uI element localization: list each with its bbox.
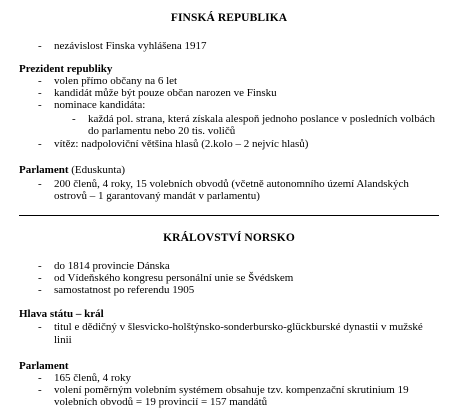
norway-head-of-state-heading: Hlava státu – král	[19, 308, 104, 320]
norway-parliament-heading: Parlament	[19, 360, 69, 372]
list-item-text: do parlamentu nebo 20 tis. voličů	[88, 125, 236, 137]
finland-president-heading: Prezident republiky	[19, 63, 113, 75]
list-dash: -	[38, 260, 42, 272]
parliament-heading-label: Parlament	[19, 164, 69, 176]
list-item-text: nezávislost Finska vyhlášena 1917	[54, 40, 207, 52]
list-dash: -	[38, 284, 42, 296]
list-item-text: 200 členů, 4 roky, 15 volebních obvodů (včetně autonomního území Alandských	[54, 178, 409, 190]
list-dash: -	[38, 321, 42, 333]
list-item-text: linii	[54, 334, 72, 346]
list-item-text: vítěz: nadpoloviční většina hlasů (2.kolo – 2 nejvíc hlasů)	[54, 138, 309, 150]
list-item-text: titul e dědičný v šlesvicko-holštýnsko-sonderbursko-glückburské dynastii v mužské	[54, 321, 423, 333]
section-divider	[19, 215, 439, 216]
finland-title: FINSKÁ REPUBLIKA	[170, 12, 288, 24]
list-item-text: samostatnost po referendu 1905	[54, 284, 195, 296]
list-item-text: do 1814 provincie Dánska	[54, 260, 170, 272]
list-item-text: nominace kandidáta:	[54, 99, 146, 111]
list-item-text: od Vídeňského kongresu personální unie se Švédskem	[54, 272, 294, 284]
list-item-text: volebních obvodů = 19 provincií = 157 mandátů	[54, 396, 268, 408]
list-item-text: kandidát může být pouze občan narozen ve Finsku	[54, 87, 277, 99]
list-item-text: 165 členů, 4 roky	[54, 372, 131, 384]
list-dash: -	[38, 87, 42, 99]
list-item-text: ostrovů – 1 garantovaný mandát v parlamentu)	[54, 190, 260, 202]
list-dash: -	[38, 40, 42, 52]
list-dash: -	[38, 138, 42, 150]
list-dash: -	[38, 272, 42, 284]
list-dash: -	[38, 99, 42, 111]
parliament-name: (Eduskunta)	[71, 164, 125, 176]
list-item-text: volen přímo občany na 6 let	[54, 75, 178, 87]
list-dash: -	[38, 384, 42, 396]
list-dash: -	[38, 178, 42, 190]
list-dash: -	[38, 372, 42, 384]
list-item-text: každá pol. strana, která získala alespoň jednoho poslance v posledních volbách	[88, 113, 435, 125]
list-dash: -	[38, 75, 42, 87]
list-item-text: volení poměrným volebním systémem obsahuje tzv. kompenzační skrutinium 19	[54, 384, 409, 396]
finland-parliament-heading	[19, 165, 125, 176]
norway-title: KRÁLOVSTVÍ NORSKO	[163, 232, 295, 244]
list-dash: -	[72, 113, 76, 125]
